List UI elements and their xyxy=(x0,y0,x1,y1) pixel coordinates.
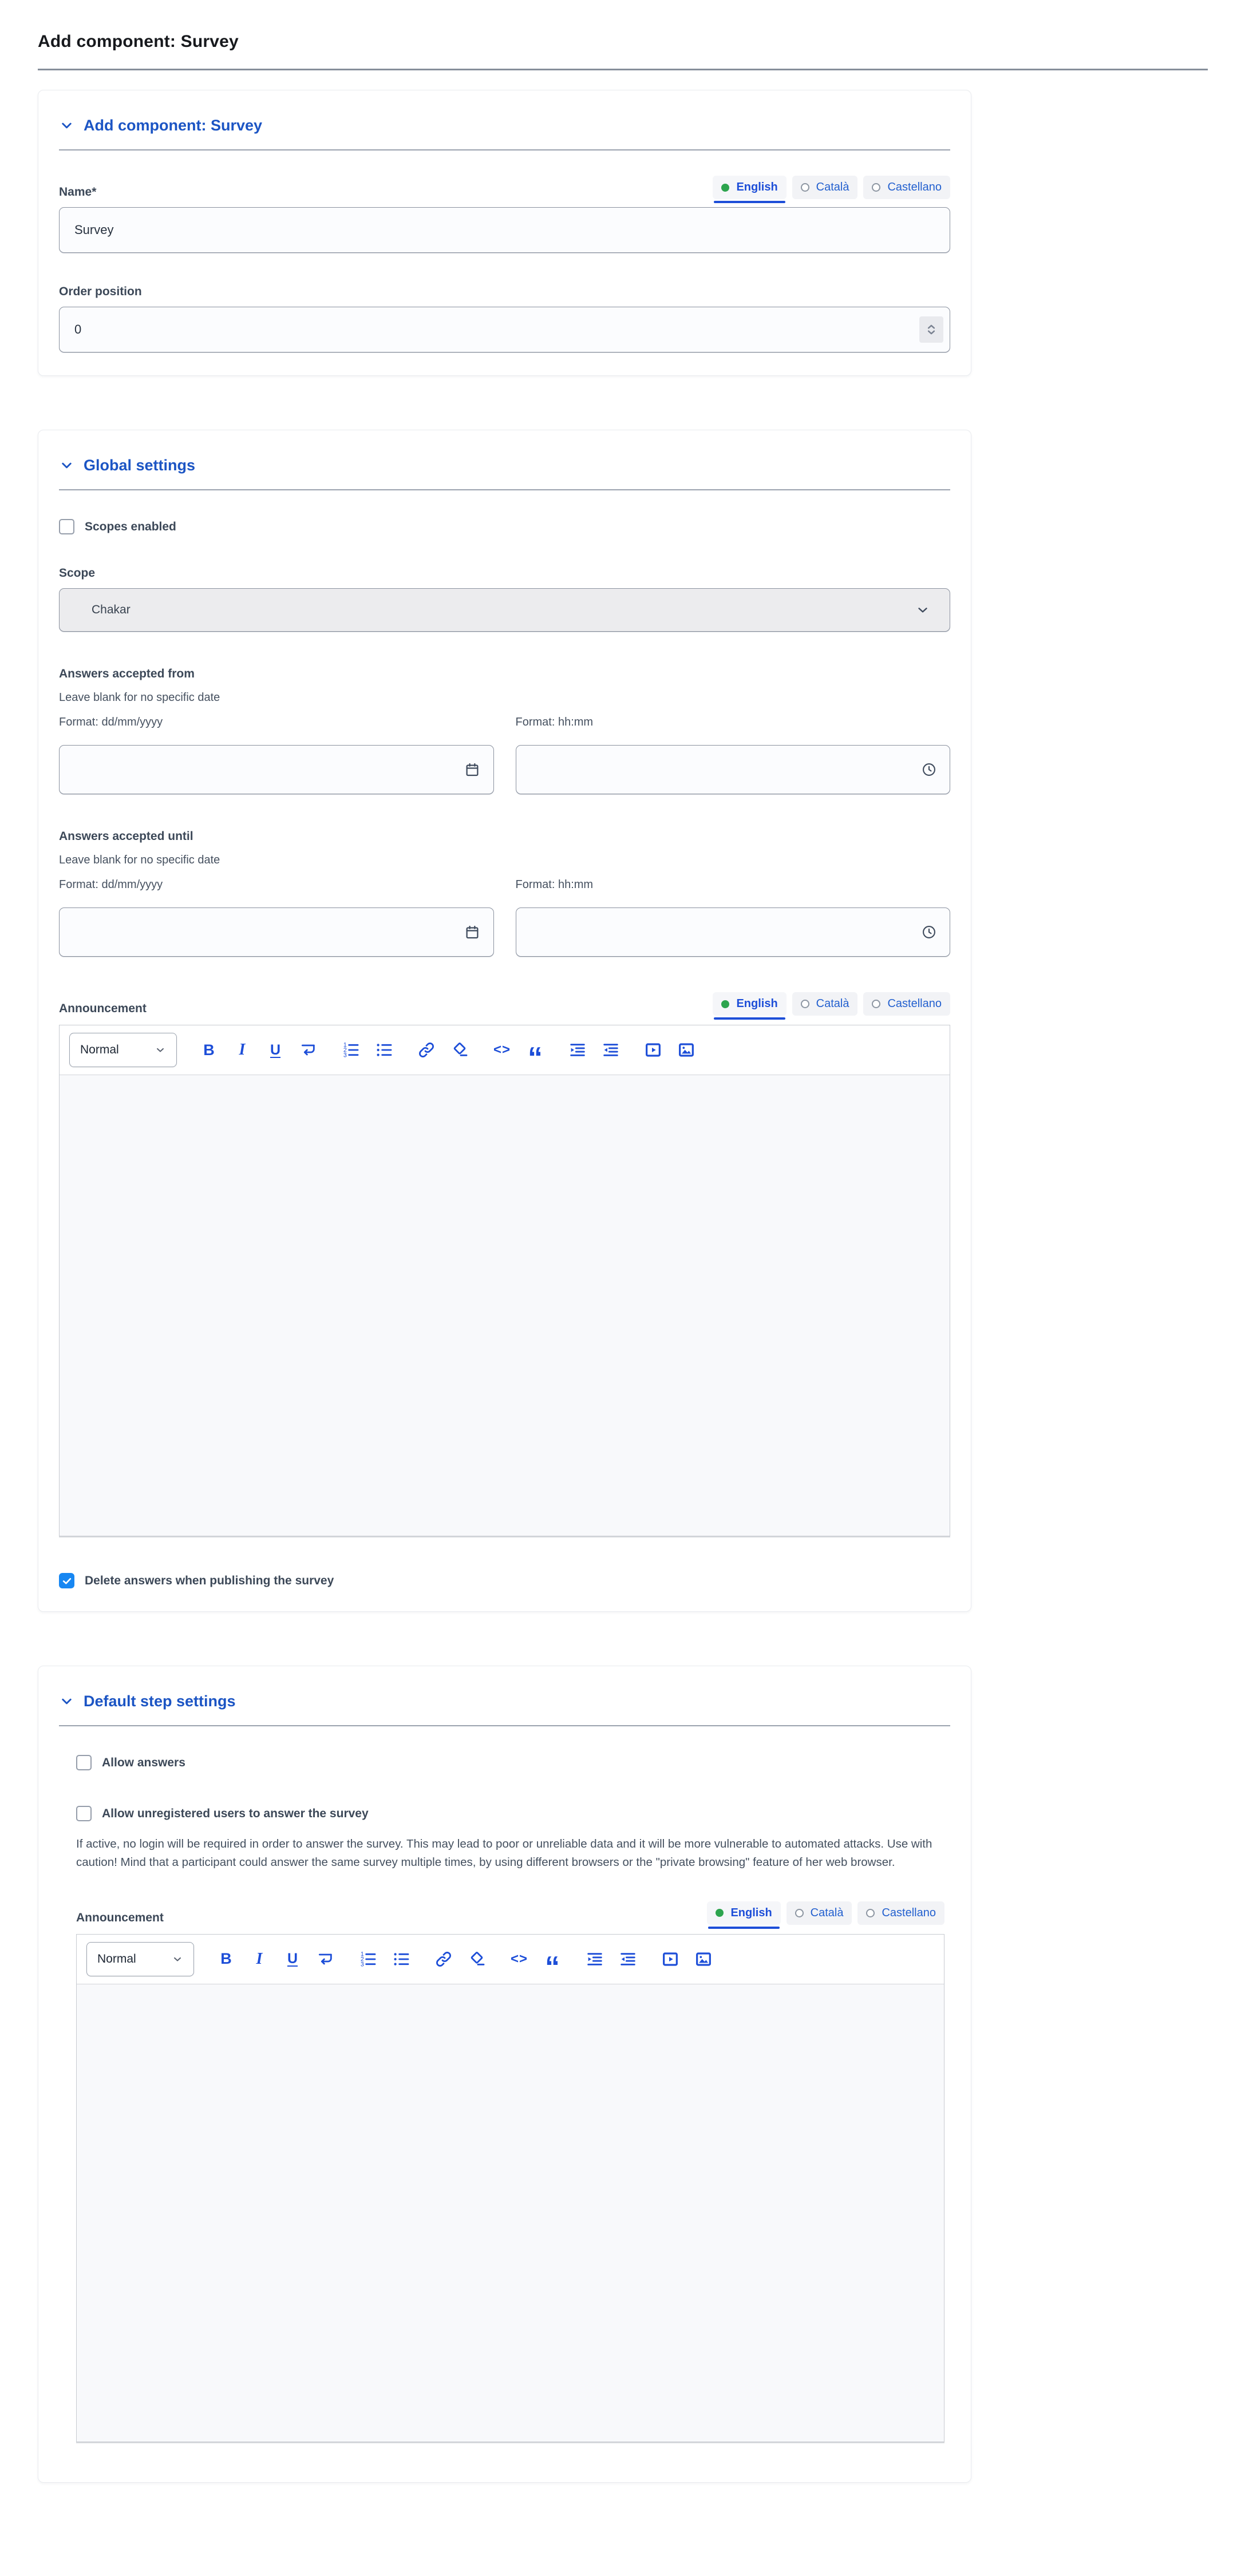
lang-radio-icon xyxy=(801,1000,809,1008)
date-format-hint: Format: dd/mm/yyyy xyxy=(59,878,163,891)
chevron-down-icon xyxy=(155,1044,166,1056)
svg-text:3: 3 xyxy=(360,1960,364,1968)
lang-tab-english[interactable]: English xyxy=(713,176,786,199)
checkbox-scopes-enabled-label[interactable]: Scopes enabled xyxy=(85,520,176,533)
lang-tab-castellano[interactable]: Castellano xyxy=(863,992,950,1016)
chevron-down-icon xyxy=(59,458,74,473)
italic-button[interactable] xyxy=(230,1037,255,1063)
scope-select-value: Chakar xyxy=(92,603,131,616)
video-button[interactable] xyxy=(641,1037,666,1063)
video-button[interactable] xyxy=(658,1947,683,1972)
editor-toolbar xyxy=(77,1935,944,1984)
bold-button[interactable] xyxy=(196,1037,222,1063)
line-break-button[interactable] xyxy=(313,1947,338,1972)
indent-increase-button[interactable] xyxy=(565,1037,590,1063)
section-title: Add component: Survey xyxy=(84,117,263,134)
lang-tab-catala[interactable]: Català xyxy=(792,176,858,199)
checkbox-delete-answers-label[interactable]: Delete answers when publishing the survey xyxy=(85,1574,334,1587)
checkbox-delete-answers[interactable] xyxy=(59,1573,74,1588)
section-divider xyxy=(59,149,950,150)
section-divider xyxy=(59,1725,950,1726)
lang-tab-catala[interactable]: Català xyxy=(787,1901,852,1925)
link-icon xyxy=(417,1041,436,1059)
blockquote-button[interactable] xyxy=(523,1037,548,1075)
section-toggle-add-component[interactable] xyxy=(59,117,950,134)
answers-accepted-until-label: Answers accepted until xyxy=(59,830,193,843)
lang-tab-english[interactable]: English xyxy=(707,1901,780,1925)
order-position-value: 0 xyxy=(74,322,82,336)
language-tabs-announcement-step xyxy=(707,1901,944,1925)
code-icon: <> xyxy=(493,1042,511,1057)
announcement-step-editor xyxy=(76,1934,944,2442)
indent-increase-icon xyxy=(568,1041,587,1059)
lang-radio-icon xyxy=(872,1000,880,1008)
image-icon xyxy=(677,1041,695,1059)
language-tabs-announcement-global xyxy=(713,992,950,1016)
svg-text:1: 1 xyxy=(360,1951,364,1958)
paragraph-style-select[interactable]: Normal xyxy=(86,1942,194,1976)
name-field-label: Name* xyxy=(59,185,97,199)
indent-decrease-button[interactable] xyxy=(615,1947,641,1972)
image-icon xyxy=(694,1950,713,1968)
answers-accepted-until-hint: Leave blank for no specific date xyxy=(59,854,220,866)
svg-text:1: 1 xyxy=(343,1041,347,1049)
select-chevron-icon xyxy=(915,603,930,617)
answers-accepted-from-hint: Leave blank for no specific date xyxy=(59,691,220,704)
line-break-icon xyxy=(317,1950,335,1968)
name-input-value: Survey xyxy=(74,223,114,237)
line-break-button[interactable] xyxy=(296,1037,321,1063)
video-icon xyxy=(661,1950,679,1968)
quote-icon: “ xyxy=(545,1950,560,1984)
announcement-step-editor-content[interactable] xyxy=(77,1984,944,2442)
bullet-list-button[interactable] xyxy=(371,1037,397,1063)
chevron-down-icon xyxy=(59,1694,74,1709)
editor-toolbar xyxy=(60,1025,950,1075)
italic-button[interactable] xyxy=(247,1947,272,1972)
ordered-list-button[interactable] xyxy=(338,1037,363,1063)
code-button[interactable] xyxy=(507,1947,532,1972)
time-from-input[interactable] xyxy=(516,745,951,794)
bold-icon: B xyxy=(220,1950,232,1968)
italic-icon: I xyxy=(239,1041,246,1059)
indent-decrease-icon xyxy=(602,1041,620,1059)
checkbox-allow-unregistered[interactable] xyxy=(76,1806,92,1821)
underline-button[interactable] xyxy=(280,1947,305,1972)
section-toggle-default-step-settings[interactable] xyxy=(59,1693,950,1710)
underline-icon: U xyxy=(287,1951,298,1967)
underline-icon: U xyxy=(270,1041,281,1058)
eraser-icon xyxy=(468,1950,486,1968)
bullet-list-icon xyxy=(392,1950,410,1968)
code-icon: <> xyxy=(510,1951,528,1967)
lang-radio-icon xyxy=(801,183,809,192)
lang-active-dot-icon xyxy=(721,1000,729,1008)
allow-unregistered-hint: If active, no login will be required in order to answer the survey. This may lead to poor or unreliable data and it will be more vulnerable to automated attacks. Use with caution! Mind that a participant could answer the same survey multiple times, by using different browsers or the "private browsing" feature of her web browser. xyxy=(76,1837,932,1869)
scope-select[interactable] xyxy=(59,588,950,632)
underline-button[interactable] xyxy=(263,1037,288,1063)
title-divider xyxy=(38,69,1208,70)
image-button[interactable] xyxy=(691,1947,716,1972)
language-tabs-name-field xyxy=(713,176,950,199)
ordered-list-button[interactable] xyxy=(355,1947,381,1972)
bold-button[interactable] xyxy=(214,1947,239,1972)
bold-icon: B xyxy=(203,1041,215,1059)
chevron-down-icon xyxy=(59,118,74,133)
link-icon xyxy=(434,1950,453,1968)
lang-active-dot-icon xyxy=(716,1909,724,1917)
lang-radio-icon xyxy=(795,1909,804,1917)
calendar-icon xyxy=(464,761,481,778)
image-button[interactable] xyxy=(674,1037,699,1063)
lang-tab-castellano[interactable]: Castellano xyxy=(857,1901,944,1925)
clock-icon xyxy=(921,924,937,940)
spinner-arrows-icon xyxy=(924,321,939,338)
order-position-label: Order position xyxy=(59,285,142,298)
svg-text:2: 2 xyxy=(360,1955,364,1963)
ordered-list-icon xyxy=(342,1041,360,1059)
date-until-input[interactable] xyxy=(59,907,494,957)
add-component-card xyxy=(38,90,971,376)
time-format-hint: Format: hh:mm xyxy=(515,716,594,728)
scope-label: Scope xyxy=(59,566,96,580)
calendar-icon xyxy=(464,924,481,941)
clear-format-button[interactable] xyxy=(447,1037,472,1063)
checkbox-scopes-enabled[interactable] xyxy=(59,519,74,534)
link-button[interactable] xyxy=(414,1037,439,1063)
italic-icon: I xyxy=(256,1949,263,1968)
clear-format-button[interactable] xyxy=(464,1947,489,1972)
ordered-list-icon xyxy=(359,1950,377,1968)
indent-decrease-button[interactable] xyxy=(598,1037,623,1063)
svg-text:2: 2 xyxy=(343,1047,347,1054)
section-toggle-global-settings[interactable] xyxy=(59,457,950,474)
eraser-icon xyxy=(450,1041,469,1059)
answers-accepted-from-label: Answers accepted from xyxy=(59,667,195,680)
announcement-label: Announcement xyxy=(76,1911,164,1924)
lang-tab-catala[interactable]: Català xyxy=(792,992,858,1016)
indent-decrease-icon xyxy=(619,1950,637,1968)
clock-icon xyxy=(921,762,937,778)
announcement-label: Announcement xyxy=(59,1002,147,1015)
indent-increase-icon xyxy=(586,1950,604,1968)
lang-radio-icon xyxy=(872,183,880,192)
lang-tab-english[interactable]: English xyxy=(713,992,786,1016)
time-until-input[interactable] xyxy=(516,907,951,957)
announcement-global-editor xyxy=(59,1025,950,1536)
lang-active-dot-icon xyxy=(721,184,729,192)
paragraph-style-select[interactable]: Normal xyxy=(69,1033,177,1067)
indent-increase-button[interactable] xyxy=(582,1947,607,1972)
date-format-hint: Format: dd/mm/yyyy xyxy=(59,716,163,728)
line-break-icon xyxy=(299,1041,318,1059)
checkbox-allow-answers-label[interactable]: Allow answers xyxy=(102,1755,185,1769)
section-title: Global settings xyxy=(84,457,196,474)
lang-tab-castellano[interactable]: Castellano xyxy=(863,176,950,199)
checkbox-allow-answers[interactable] xyxy=(76,1755,92,1770)
default-step-settings-card xyxy=(38,1666,971,2483)
time-format-hint: Format: hh:mm xyxy=(515,878,594,891)
quote-icon: “ xyxy=(528,1041,543,1075)
page-title: Add component: Survey xyxy=(38,32,239,51)
number-spinner[interactable] xyxy=(919,316,943,343)
blockquote-button[interactable] xyxy=(540,1947,565,1984)
order-position-input[interactable] xyxy=(59,307,950,352)
check-icon xyxy=(61,1575,73,1587)
code-button[interactable] xyxy=(489,1037,515,1063)
section-divider xyxy=(59,489,950,490)
checkbox-allow-unregistered-label[interactable]: Allow unregistered users to answer the survey xyxy=(102,1806,369,1820)
announcement-global-editor-content[interactable] xyxy=(60,1075,950,1536)
date-from-input[interactable] xyxy=(59,745,494,794)
bullet-list-icon xyxy=(375,1041,393,1059)
video-icon xyxy=(644,1041,662,1059)
svg-text:3: 3 xyxy=(343,1052,347,1059)
bullet-list-button[interactable] xyxy=(389,1947,414,1972)
section-title: Default step settings xyxy=(84,1693,236,1710)
lang-radio-icon xyxy=(866,1909,875,1917)
global-settings-card xyxy=(38,430,971,1612)
chevron-down-icon xyxy=(172,1953,183,1965)
link-button[interactable] xyxy=(431,1947,456,1972)
name-input[interactable] xyxy=(59,207,950,253)
